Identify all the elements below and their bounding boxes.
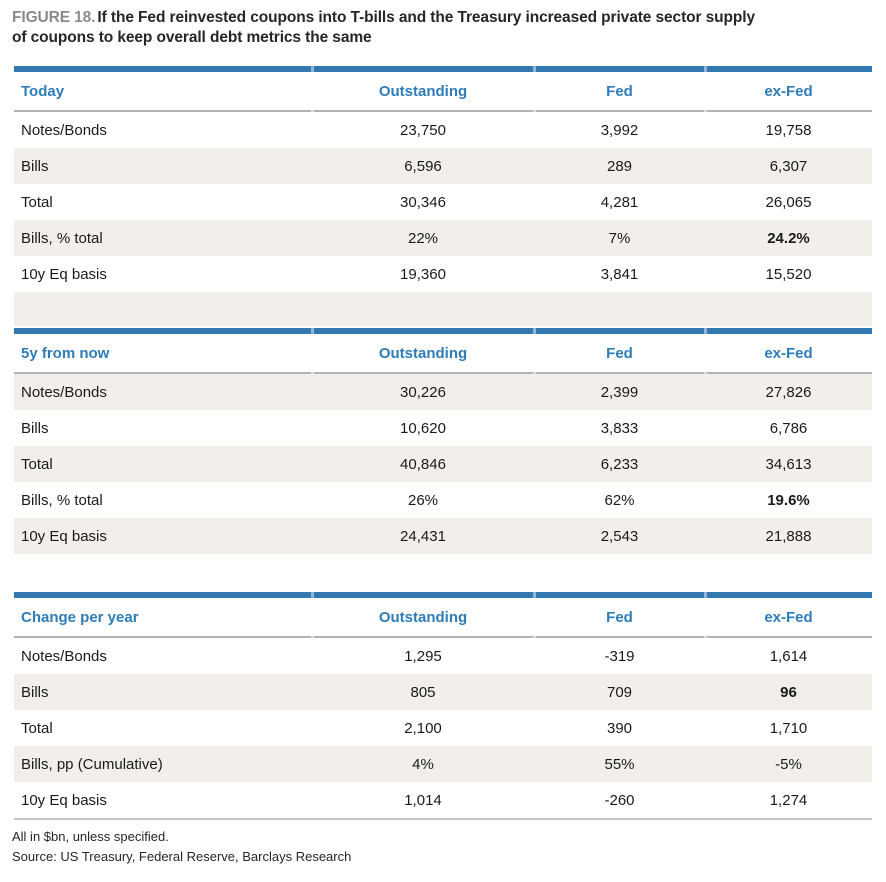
cell-value: 2,100 <box>404 719 442 737</box>
cell-value: 24.2% <box>767 229 810 247</box>
cell-value: 289 <box>606 157 633 175</box>
table-top-rule <box>14 592 872 598</box>
column-boundary-tick <box>533 636 536 638</box>
figure-title-text-line1: If the Fed reinvested coupons into T-bills and the Treasury increased private sector supply <box>97 9 755 26</box>
column-boundary-tick <box>704 66 707 72</box>
row-label: Bills <box>21 419 49 437</box>
column-header-ex-fed: ex-Fed <box>764 608 813 626</box>
row-label: 10y Eq basis <box>21 265 107 283</box>
cell-value: 2,399 <box>600 383 639 401</box>
table-row <box>14 446 872 482</box>
column-header-fed: Fed <box>606 608 633 626</box>
cell-value: 10,620 <box>400 419 446 437</box>
cell-value: 30,346 <box>400 193 446 211</box>
cell-value: 805 <box>410 683 436 701</box>
row-label: Notes/Bonds <box>21 383 107 401</box>
cell-value: 1,710 <box>769 719 808 737</box>
figure-number-label: FIGURE 18. <box>12 9 96 26</box>
cell-value: 22% <box>407 229 439 247</box>
cell-value: 62% <box>604 491 635 509</box>
column-boundary-tick <box>533 328 536 334</box>
figure-title-line2: of coupons to keep overall debt metrics the same <box>12 29 372 46</box>
table-row <box>14 638 872 674</box>
cell-value: 26% <box>407 491 439 509</box>
cell-value: -260 <box>604 791 635 809</box>
table-section-title: 5y from now <box>21 344 110 362</box>
cell-value: 6,596 <box>404 157 442 175</box>
cell-value: 24,431 <box>400 527 446 545</box>
cell-value: 27,826 <box>765 383 812 401</box>
table-row <box>14 710 872 746</box>
figure-title-line1 <box>12 8 874 28</box>
cell-value: 40,846 <box>400 455 446 473</box>
column-boundary-tick <box>533 372 536 374</box>
table-five-y <box>14 328 872 554</box>
cell-value: 4,281 <box>600 193 639 211</box>
column-boundary-tick <box>704 636 707 638</box>
column-boundary-tick <box>311 592 314 598</box>
cell-value: 6,786 <box>769 419 808 437</box>
table-row <box>14 220 872 256</box>
column-header-fed: Fed <box>606 344 633 362</box>
column-header-ex-fed: ex-Fed <box>764 82 813 100</box>
cell-value: 30,226 <box>400 383 446 401</box>
cell-value: -319 <box>604 647 635 665</box>
cell-value: 1,274 <box>769 791 808 809</box>
column-boundary-tick <box>311 110 314 112</box>
column-boundary-tick <box>533 66 536 72</box>
cell-value: 19,758 <box>765 121 812 139</box>
cell-value: 23,750 <box>400 121 446 139</box>
table-row <box>14 482 872 518</box>
row-label: Bills, % total <box>21 229 103 247</box>
row-label: Bills, pp (Cumulative) <box>21 755 163 773</box>
cell-value: 3,841 <box>600 265 639 283</box>
footnote-units: All in $bn, unless specified. <box>12 829 169 844</box>
table-change <box>14 592 872 820</box>
spacer-row <box>14 292 872 326</box>
cell-value: 6,307 <box>769 157 808 175</box>
row-label: Notes/Bonds <box>21 121 107 139</box>
column-boundary-tick <box>533 592 536 598</box>
table-row <box>14 410 872 446</box>
row-label: Bills, % total <box>21 491 103 509</box>
cell-value: 15,520 <box>765 265 812 283</box>
row-label: 10y Eq basis <box>21 791 107 809</box>
table-row <box>14 782 872 818</box>
table-row <box>14 746 872 782</box>
table-section-title: Change per year <box>21 608 139 626</box>
header-separator-rule <box>14 636 872 638</box>
row-label: Total <box>21 455 53 473</box>
cell-value: 19,360 <box>400 265 446 283</box>
cell-value: 1,614 <box>769 647 808 665</box>
column-header-outstanding: Outstanding <box>378 608 468 626</box>
column-boundary-tick <box>311 66 314 72</box>
row-label: Total <box>21 719 53 737</box>
header-separator-rule <box>14 110 872 112</box>
table-row <box>14 674 872 710</box>
cell-value: 390 <box>606 719 633 737</box>
table-row <box>14 374 872 410</box>
table-section-title: Today <box>21 82 65 100</box>
column-boundary-tick <box>704 592 707 598</box>
table-row <box>14 148 872 184</box>
cell-value: 55% <box>604 755 635 773</box>
column-boundary-tick <box>704 328 707 334</box>
column-header-outstanding: Outstanding <box>378 82 468 100</box>
cell-value: 34,613 <box>765 455 812 473</box>
column-boundary-tick <box>311 636 314 638</box>
table-top-rule <box>14 328 872 334</box>
table-header-row <box>14 598 872 636</box>
cell-value: 6,233 <box>600 455 639 473</box>
cell-value: -5% <box>775 755 802 773</box>
footnote-source: Source: US Treasury, Federal Reserve, Barclays Research <box>12 849 352 864</box>
cell-value: 19.6% <box>767 491 810 509</box>
row-label: Total <box>21 193 53 211</box>
row-label: Bills <box>21 683 49 701</box>
column-boundary-tick <box>704 110 707 112</box>
cell-value: 1,014 <box>404 791 442 809</box>
row-label: 10y Eq basis <box>21 527 107 545</box>
table-header-row <box>14 72 872 110</box>
row-label: Bills <box>21 157 49 175</box>
table-row <box>14 256 872 292</box>
column-header-outstanding: Outstanding <box>378 344 468 362</box>
cell-value: 7% <box>608 229 631 247</box>
table-row <box>14 112 872 148</box>
cell-value: 1,295 <box>404 647 442 665</box>
column-boundary-tick <box>533 110 536 112</box>
column-boundary-tick <box>704 372 707 374</box>
cell-value: 3,833 <box>600 419 639 437</box>
cell-value: 21,888 <box>765 527 812 545</box>
cell-value: 96 <box>780 683 797 701</box>
header-separator-rule <box>14 372 872 374</box>
cell-value: 2,543 <box>600 527 639 545</box>
footnotes <box>12 827 874 867</box>
tables <box>14 66 872 820</box>
cell-value: 4% <box>412 755 434 773</box>
table-today <box>14 66 872 326</box>
table-header-row <box>14 334 872 372</box>
column-header-fed: Fed <box>606 82 633 100</box>
table-top-rule <box>14 66 872 72</box>
row-label: Notes/Bonds <box>21 647 107 665</box>
table-row <box>14 184 872 220</box>
column-header-ex-fed: ex-Fed <box>764 344 813 362</box>
cell-value: 709 <box>606 683 633 701</box>
cell-value: 26,065 <box>765 193 812 211</box>
column-boundary-tick <box>311 372 314 374</box>
table-row <box>14 518 872 554</box>
figure-title <box>12 8 874 48</box>
column-boundary-tick <box>311 328 314 334</box>
cell-value: 3,992 <box>600 121 639 139</box>
